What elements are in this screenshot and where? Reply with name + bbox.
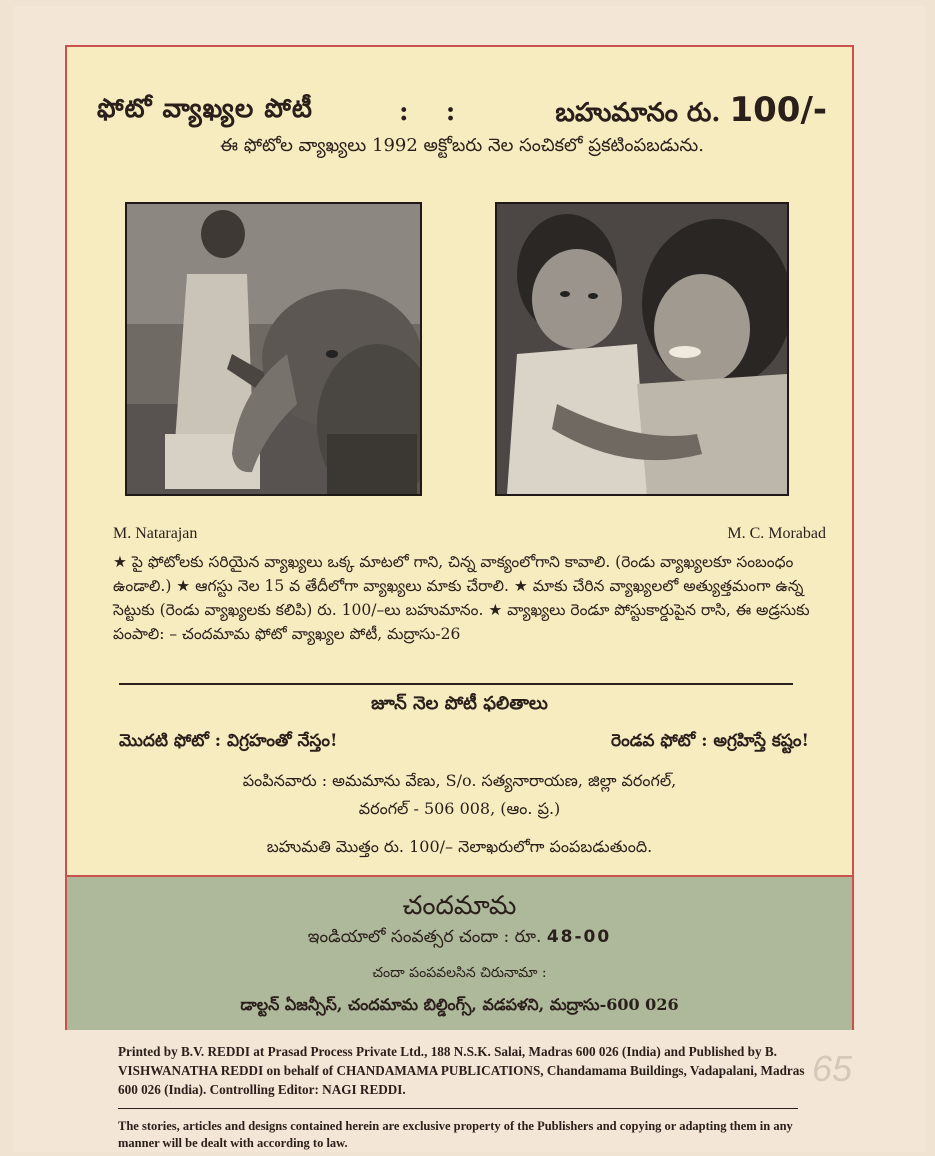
subscription-address-label: చందా పంపవలసిన చిరునామా : [372, 965, 547, 981]
results-title: జూన్ నెల పోటీ ఫలితాలు [371, 693, 548, 714]
contest-frame [65, 45, 854, 1030]
first-photo-result: మొదటి ఫోటో : విగ్రహంతో నేస్తం! [119, 731, 338, 751]
winner-details [67, 767, 852, 823]
subscription-address: డాల్టన్ ఏజన్సీస్, చందమామ బిల్డింగ్స్, వడపళని, మద్రాసు-600 026 [240, 995, 679, 1014]
results-row [119, 731, 809, 755]
prize-amount: 100/- [729, 90, 827, 130]
winner-line-2: వరంగల్ - 506 008, (ఆం. ప్ర.) [358, 799, 561, 818]
subscription-price-label: ఇండియాలో సంవత్సర చందా : రూ. [307, 927, 542, 947]
header-colons: : : [399, 97, 470, 127]
footer-divider [118, 1108, 798, 1109]
subscription-title: చందమామ [402, 891, 517, 921]
photo-girl-with-child [495, 202, 789, 496]
payment-note: బహుమతి మొత్తం రు. 100/– నెలాఖరులోగా పంపబడుతుంది. [266, 837, 653, 856]
photo-man-with-elephant [125, 202, 422, 496]
contest-subtitle: ఈ ఫోటోల వ్యాఖ్యలు 1992 అక్టోబరు నెల సంచికలో ప్రకటింపబడును. [220, 135, 704, 156]
photo-credit-left: M. Natarajan [113, 525, 198, 542]
contest-header [97, 87, 827, 137]
subscription-box [67, 875, 852, 1030]
winner-line-1: పంపినవారు : అమమాను వేణు, S/o. సత్యనారాయణ, జిల్లా వరంగల్, [242, 771, 677, 790]
divider [119, 683, 793, 685]
page-number: 65 [812, 1048, 853, 1089]
photo-credit-right: M. C. Morabad [727, 525, 826, 542]
prize-label: బహుమానం రు. [555, 98, 721, 128]
second-photo-result: రెండవ ఫోటో : అగ్రహిస్తే కష్టం! [611, 731, 809, 751]
prize-heading [555, 90, 827, 134]
imprint-text: Printed by B.V. REDDI at Prasad Process Private Ltd., 188 N.S.K. Salai, Madras 600 026 (India) and Published by B. VISHWANATHA REDDI on behalf of CHANDAMAMA PUBLICATIONS, Chandamama Buildings, Vadapalani, Madras 600 026 (India). Controlling Editor: NAGI REDDI. [118, 1044, 805, 1097]
subscription-price [67, 927, 852, 951]
contest-title: ఫోటో వ్యాఖ్యల పోటీ [97, 94, 313, 124]
contest-rules: ★ పై ఫోటోలకు సరియైన వ్యాఖ్యలు ఒక్క మాటలో గాని, చిన్న వాక్యంలోగాని కావాలి. (రెండు వ్యాఖ్యలకూ సంబంధం ఉండాలి.) ★ ఆగస్టు నెల 15 వ తేదీలోగా వ్యాఖ్యలు మాకు చేరాలి. ★ మాకు చేరిన వ్యాఖ్యలలో అత్యుత్తమంగా ఉన్న సెట్టుకు (రెండు వ్యాఖ్యలకు కలిపి) రు. 100/–లు బహుమానం. ★ వ్యాఖ్యలు రెండూ పోస్టుకార్డుపైన రాసి, ఈ అడ్రసుకు పంపాలి: – చందమామ ఫోటో వ్యాఖ్యల పోటీ, మద్రాసు-26 [113, 553, 810, 643]
copyright-notice: The stories, articles and designs contained herein are exclusive property of the Publishers and copying or adapting them in any manner will be dealt with according to law. [118, 1119, 793, 1150]
subscription-price-value: 48-00 [546, 927, 612, 947]
